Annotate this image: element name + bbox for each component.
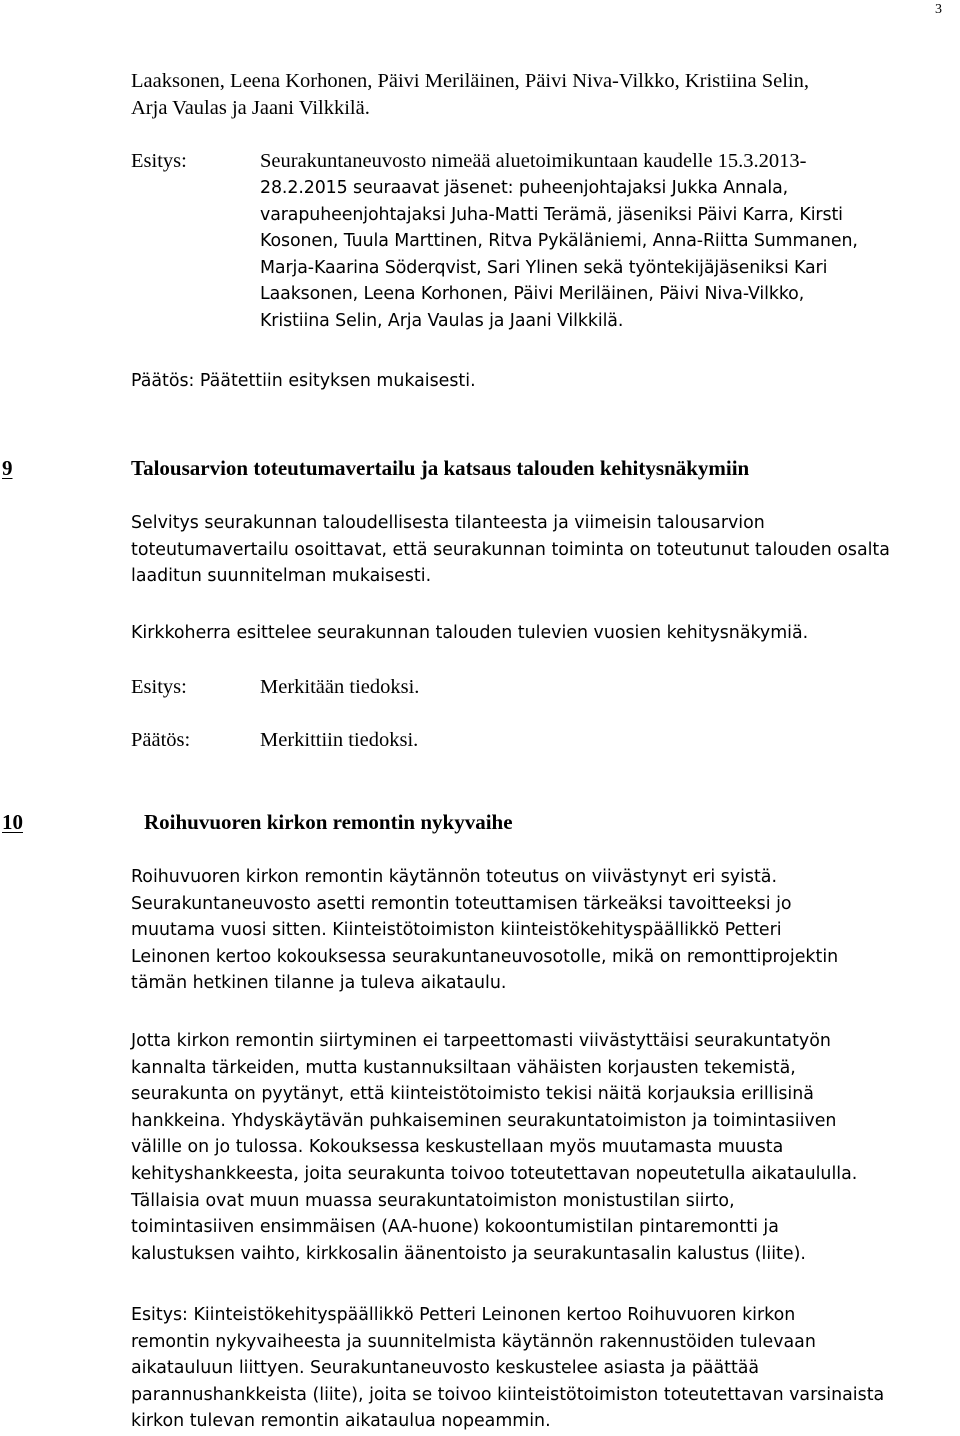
section9-paragraph-2: Kirkkoherra esittelee seurakunnan talouden tulevien vuosien kehitysnäkymiä. — [131, 623, 809, 643]
paragraph-line: Roihuvuoren kirkon remontin käytännön toteutus on viivästynyt eri syistä. — [131, 867, 777, 887]
paragraph-line: Tällaisia ovat muun muassa seurakuntatoimiston monistustilan siirto, — [131, 1190, 735, 1211]
paragraph-line: Seurakuntaneuvosto asetti remontin toteuttamisen tärkeäksi tavoitteeksi jo — [131, 893, 792, 914]
paragraph-line: Jotta kirkon remontin siirtyminen ei tarpeettomasti viivästyttäisi seurakuntatyön — [131, 1031, 831, 1051]
paragraph-line: parannushankkeista (liite), joita se toivoo kiinteistötoimiston toteutettavan varsinaista — [131, 1384, 885, 1405]
paatos-label: Päätös: — [131, 729, 191, 751]
section10-paragraph — [131, 864, 931, 997]
section10-esitys — [131, 1302, 931, 1435]
esitys-line: 28.2.2015 seuraavat jäsenet: puheenjohtajaksi Jukka Annala, — [260, 178, 789, 198]
paragraph-line: tämän hetkinen tilanne ja tuleva aikataulu. — [131, 973, 507, 994]
section-number: 9 — [2, 456, 13, 480]
paragraph-line: välille on jo tulossa. Kokouksessa keskustellaan myös muutamasta muusta — [131, 1137, 784, 1158]
intro-line: Arja Vaulas ja Jaani Vilkkilä. — [131, 97, 370, 119]
esitys-line: Kristiina Selin, Arja Vaulas ja Jaani Vilkkilä. — [260, 310, 624, 331]
esitys-line: Laaksonen, Leena Korhonen, Päivi Meriläinen, Päivi Niva-Vilkko, — [260, 284, 805, 305]
paragraph-line: remontin nykyvaiheesta ja suunnitelmista käytännön rakennustöiden tulevaan — [131, 1331, 816, 1352]
section-title: Talousarvion toteutumavertailu ja katsaus talouden kehitysnäkymiin — [131, 456, 750, 480]
paragraph-line: Leinonen kertoo kokouksessa seurakuntaneuvosotolle, mikä on remonttiprojektin — [131, 946, 839, 967]
esitys-line: Marja-Kaarina Söderqvist, Sari Ylinen sekä työntekijäjäseniksi Kari — [260, 257, 828, 278]
paragraph-line: kirkon tulevan remontin aikataulua nopeammin. — [131, 1411, 551, 1432]
paatos-line: Päätös: Päätettiin esityksen mukaisesti. — [131, 371, 476, 391]
paragraph-line: toteutumavertailu osoittavat, että seurakunnan toiminta on toteutunut talouden osalta — [131, 539, 890, 560]
esitys-first-line: Seurakuntaneuvosto nimeää aluetoimikuntaan kaudelle 15.3.2013- — [260, 150, 807, 172]
paragraph-line: kalustuksen vaihto, kirkkosalin äänentoisto ja seurakuntasalin kalustus (liite). — [131, 1243, 806, 1264]
intro-line: Laaksonen, Leena Korhonen, Päivi Meriläinen, Päivi Niva-Vilkko, Kristiina Selin, — [131, 70, 809, 92]
esitys-line: varapuheenjohtajaksi Juha-Matti Terämä, jäseniksi Päivi Karra, Kirsti — [260, 204, 843, 225]
esitys-body — [260, 175, 858, 335]
paragraph-line: hankkeina. Yhdyskäytävän puhkaiseminen seurakuntatoimiston ja toimintasiiven — [131, 1110, 837, 1131]
paragraph-line: kehityshankkeesta, joita seurakunta toivoo toteutettavan nopeutetulla aikataululla. — [131, 1163, 858, 1184]
section-number: 10 — [2, 810, 23, 834]
paragraph-line: aikatauluun liittyen. Seurakuntaneuvosto keskustelee asiasta ja päättää — [131, 1358, 760, 1379]
section10-paragraph-2 — [131, 1028, 931, 1267]
paragraph-line: Selvitys seurakunnan taloudellisesta tilanteesta ja viimeisin talousarvion — [131, 513, 765, 533]
esitys-line: Kosonen, Tuula Marttinen, Ritva Pykäläniemi, Anna-Riitta Summanen, — [260, 231, 858, 252]
paragraph-line: seurakunta on pyytänyt, että kiinteistötoimisto tekisi näitä korjauksia erillisinä — [131, 1084, 814, 1105]
paragraph-line: muutama vuosi sitten. Kiinteistötoimiston kiinteistökehityspäällikkö Petteri — [131, 920, 782, 941]
paragraph-line: toimintasiiven ensimmäisen (AA-huone) kokoontumistilan pintaremontti ja — [131, 1217, 779, 1238]
paragraph-line: laaditun suunnitelman mukaisesti. — [131, 566, 432, 587]
section9-paragraph — [131, 510, 931, 590]
esitys-label: Esitys: — [131, 676, 187, 698]
paragraph-line: kannalta tärkeiden, mutta kustannuksiltaan vähäisten korjausten tekemistä, — [131, 1057, 796, 1078]
section-title: Roihuvuoren kirkon remontin nykyvaihe — [144, 810, 513, 834]
esitys-label: Esitys: — [131, 150, 187, 172]
paragraph-line: Esitys: Kiinteistökehityspäällikkö Petteri Leinonen kertoo Roihuvuoren kirkon — [131, 1305, 796, 1325]
esitys-text: Merkitään tiedoksi. — [260, 676, 420, 698]
page-number: 3 — [935, 2, 942, 17]
paatos-text: Merkittiin tiedoksi. — [260, 729, 419, 751]
